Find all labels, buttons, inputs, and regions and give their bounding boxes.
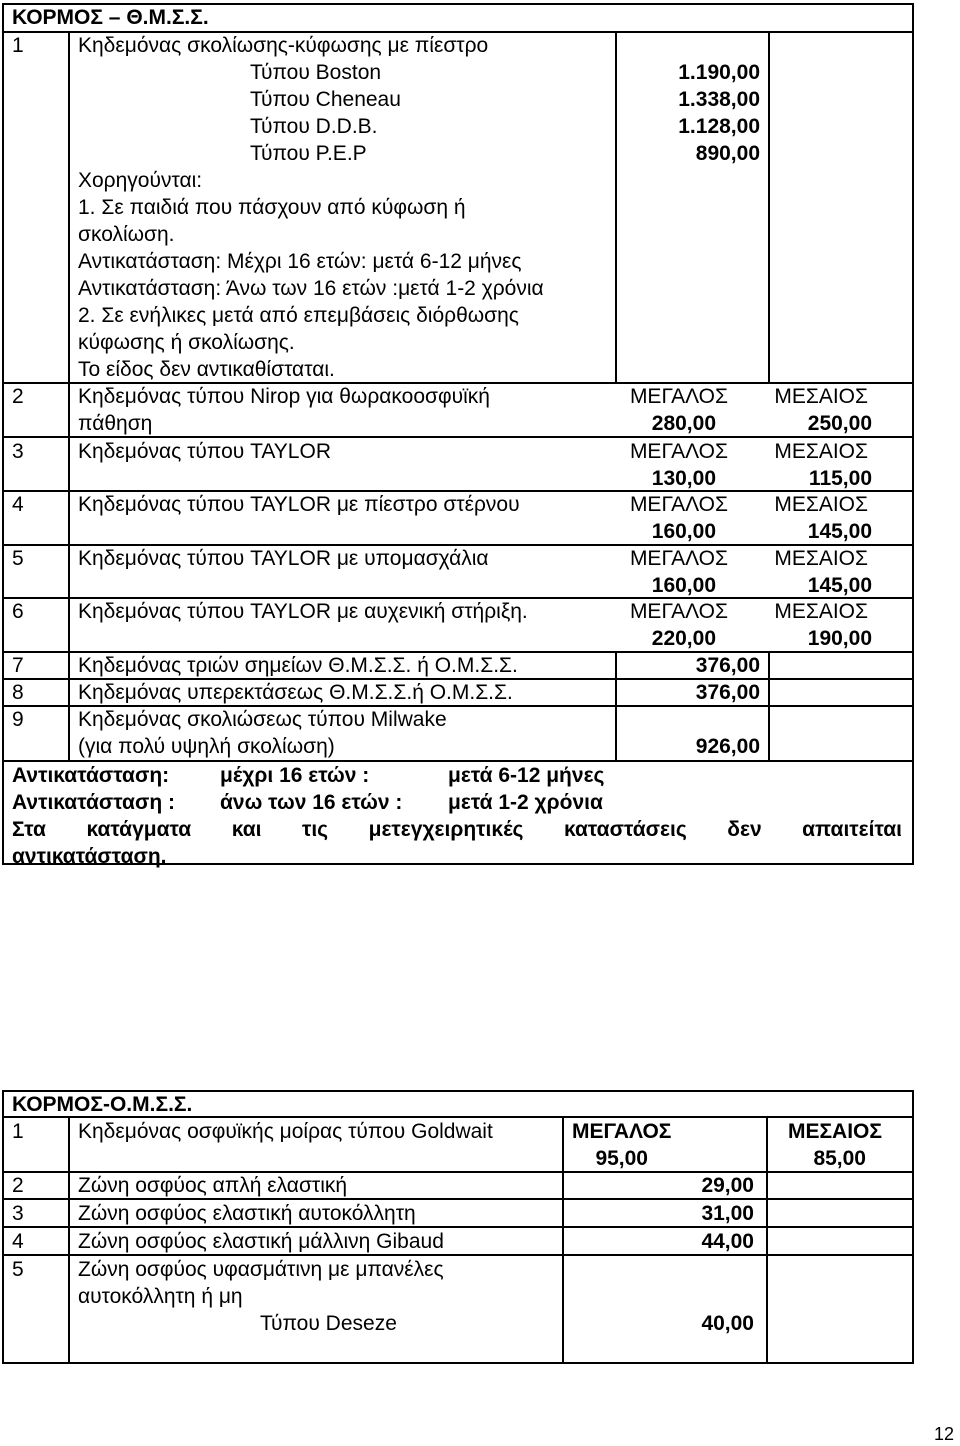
large-size-label: ΜΕΓΑΛΟΣ: [572, 1120, 672, 1143]
price-value: 926,00: [695, 735, 760, 758]
medium-size-price: 85,00: [813, 1147, 866, 1170]
row-description: αυτοκόλλητη ή μη: [78, 1285, 243, 1308]
note-period: μετά 6-12 μήνες: [448, 764, 605, 787]
medium-size-label: ΜΕΣΑΙΟΣ: [774, 493, 868, 516]
large-size-label: ΜΕΓΑΛΟΣ: [629, 385, 728, 408]
large-size-price: 130,00: [651, 467, 716, 490]
note-fractures-end: αντικατάσταση.: [12, 845, 167, 868]
row-description: Κηδεμόνας υπερεκτάσεως Θ.Μ.Σ.Σ.ή Ο.Μ.Σ.Σ.: [78, 681, 513, 704]
price-value: 29,00: [701, 1174, 754, 1197]
medium-size-label: ΜΕΣΑΙΟΣ: [774, 600, 868, 623]
price-value: 44,00: [701, 1230, 754, 1253]
row-description: Κηδεμόνας τύπου Nirop για θωρακοοσφυϊκή: [78, 385, 490, 408]
table-2-title: ΚΟΡΜΟΣ-Ο.Μ.Σ.Σ.: [12, 1093, 193, 1116]
row-description: Κηδεμόνας σκολιώσεως τύπου Milwake: [78, 708, 447, 731]
price-value: 1.338,00: [678, 88, 760, 111]
note-age: μέχρι 16 ετών :: [220, 764, 370, 787]
row-description: κύφωσης ή σκολίωσης.: [78, 331, 295, 354]
row-description: σκολίωση.: [78, 223, 175, 246]
price-value: 890,00: [695, 142, 760, 165]
row-description: Τύπου P.E.P: [250, 142, 367, 165]
row-number: 9: [12, 708, 24, 731]
page-number: 12: [933, 1424, 954, 1444]
medium-size-label: ΜΕΣΑΙΟΣ: [774, 385, 868, 408]
row-description: 2. Σε ενήλικες μετά από επεμβάσεις διόρθωσης: [78, 304, 519, 327]
row-description: Ζώνη οσφύος ελαστική μάλλινη Gibaud: [78, 1230, 444, 1253]
medium-size-label: ΜΕΣΑΙΟΣ: [774, 440, 868, 463]
row-number: 5: [12, 1258, 24, 1281]
row-description: Τύπου Boston: [250, 61, 382, 84]
note-age: άνω των 16 ετών :: [220, 791, 403, 814]
row-description: πάθηση: [78, 412, 153, 435]
medium-size-price: 145,00: [807, 574, 872, 597]
row-number: 6: [12, 600, 24, 623]
large-size-price: 220,00: [651, 627, 716, 650]
row-description: Αντικατάσταση: Μέχρι 16 ετών: μετά 6-12 μήνες: [78, 250, 522, 273]
row-description: Ζώνη οσφύος απλή ελαστική: [78, 1174, 348, 1197]
row-description: Ζώνη οσφύος ελαστική αυτοκόλλητη: [78, 1202, 416, 1225]
row-number: 5: [12, 547, 24, 570]
medium-size-price: 115,00: [808, 467, 872, 490]
row-number: 1: [12, 1120, 24, 1143]
row-description: Κηδεμόνας τύπου TAYLOR: [78, 440, 331, 463]
medium-size-price: 145,00: [807, 520, 872, 543]
price-value: 1.128,00: [678, 115, 760, 138]
row-description: Κηδεμόνας σκολίωσης-κύφωσης με πίεστρο: [78, 34, 489, 57]
row-number: 3: [12, 1202, 24, 1225]
large-size-label: ΜΕΓΑΛΟΣ: [629, 440, 728, 463]
large-size-label: ΜΕΓΑΛΟΣ: [629, 547, 728, 570]
row-description: Κηδεμόνας οσφυϊκής μοίρας τύπου Goldwait: [78, 1120, 493, 1143]
medium-size-price: 250,00: [807, 412, 872, 435]
medium-size-label: ΜΕΣΑΙΟΣ: [774, 547, 868, 570]
large-size-price: 95,00: [595, 1147, 648, 1170]
note-period: μετά 1-2 χρόνια: [448, 791, 603, 814]
row-number: 7: [12, 654, 24, 677]
row-description: Ζώνη οσφύος υφασμάτινη με μπανέλες: [78, 1258, 444, 1281]
row-description: Κηδεμόνας τύπου TAYLOR με υπομασχάλια: [78, 547, 489, 570]
row-description: Το είδος δεν αντικαθίσταται.: [78, 358, 335, 381]
row-description: Κηδεμόνας τριών σημείων Θ.Μ.Σ.Σ. ή Ο.Μ.Σ.Σ.: [78, 654, 518, 677]
row-description: Κηδεμόνας τύπου TAYLOR με αυχενική στήριξη.: [78, 600, 528, 623]
price-value: 376,00: [695, 654, 760, 677]
row-description: Χορηγούνται:: [78, 169, 203, 192]
price-value: 376,00: [695, 681, 760, 704]
row-description: Τύπου Deseze: [260, 1312, 397, 1335]
row-number: 3: [12, 440, 24, 463]
row-description: Τύπου Cheneau: [250, 88, 401, 111]
row-number: 8: [12, 681, 24, 704]
row-description: 1. Σε παιδιά που πάσχουν από κύφωση ή: [78, 196, 466, 219]
row-description: Τύπου D.D.B.: [250, 115, 378, 138]
price-value: 1.190,00: [678, 61, 760, 84]
note-fractures: Στα κατάγματα και τις μετεγχειρητικές καταστάσεις δεν απαιτείται: [12, 818, 902, 841]
note-label: Αντικατάσταση:: [12, 764, 170, 787]
row-number: 2: [12, 385, 24, 408]
row-description: Αντικατάσταση: Άνω των 16 ετών :μετά 1-2 χρόνια: [78, 277, 544, 300]
large-size-price: 160,00: [651, 574, 716, 597]
table-1-title: ΚΟΡΜΟΣ – Θ.Μ.Σ.Σ.: [12, 6, 209, 29]
row-description: (για πολύ υψηλή σκολίωση): [78, 735, 335, 758]
row-number: 4: [12, 493, 24, 516]
medium-size-label: ΜΕΣΑΙΟΣ: [787, 1120, 882, 1143]
large-size-price: 280,00: [651, 412, 716, 435]
note-label: Αντικατάσταση :: [12, 791, 175, 814]
row-description: Κηδεμόνας τύπου TAYLOR με πίεστρο στέρνου: [78, 493, 520, 516]
row-number: 1: [12, 34, 24, 57]
price-value: 31,00: [701, 1202, 754, 1225]
large-size-price: 160,00: [651, 520, 716, 543]
row-number: 2: [12, 1174, 24, 1197]
medium-size-price: 190,00: [807, 627, 872, 650]
large-size-label: ΜΕΓΑΛΟΣ: [629, 493, 728, 516]
price-value: 40,00: [701, 1312, 754, 1335]
row-number: 4: [12, 1230, 24, 1253]
large-size-label: ΜΕΓΑΛΟΣ: [629, 600, 728, 623]
